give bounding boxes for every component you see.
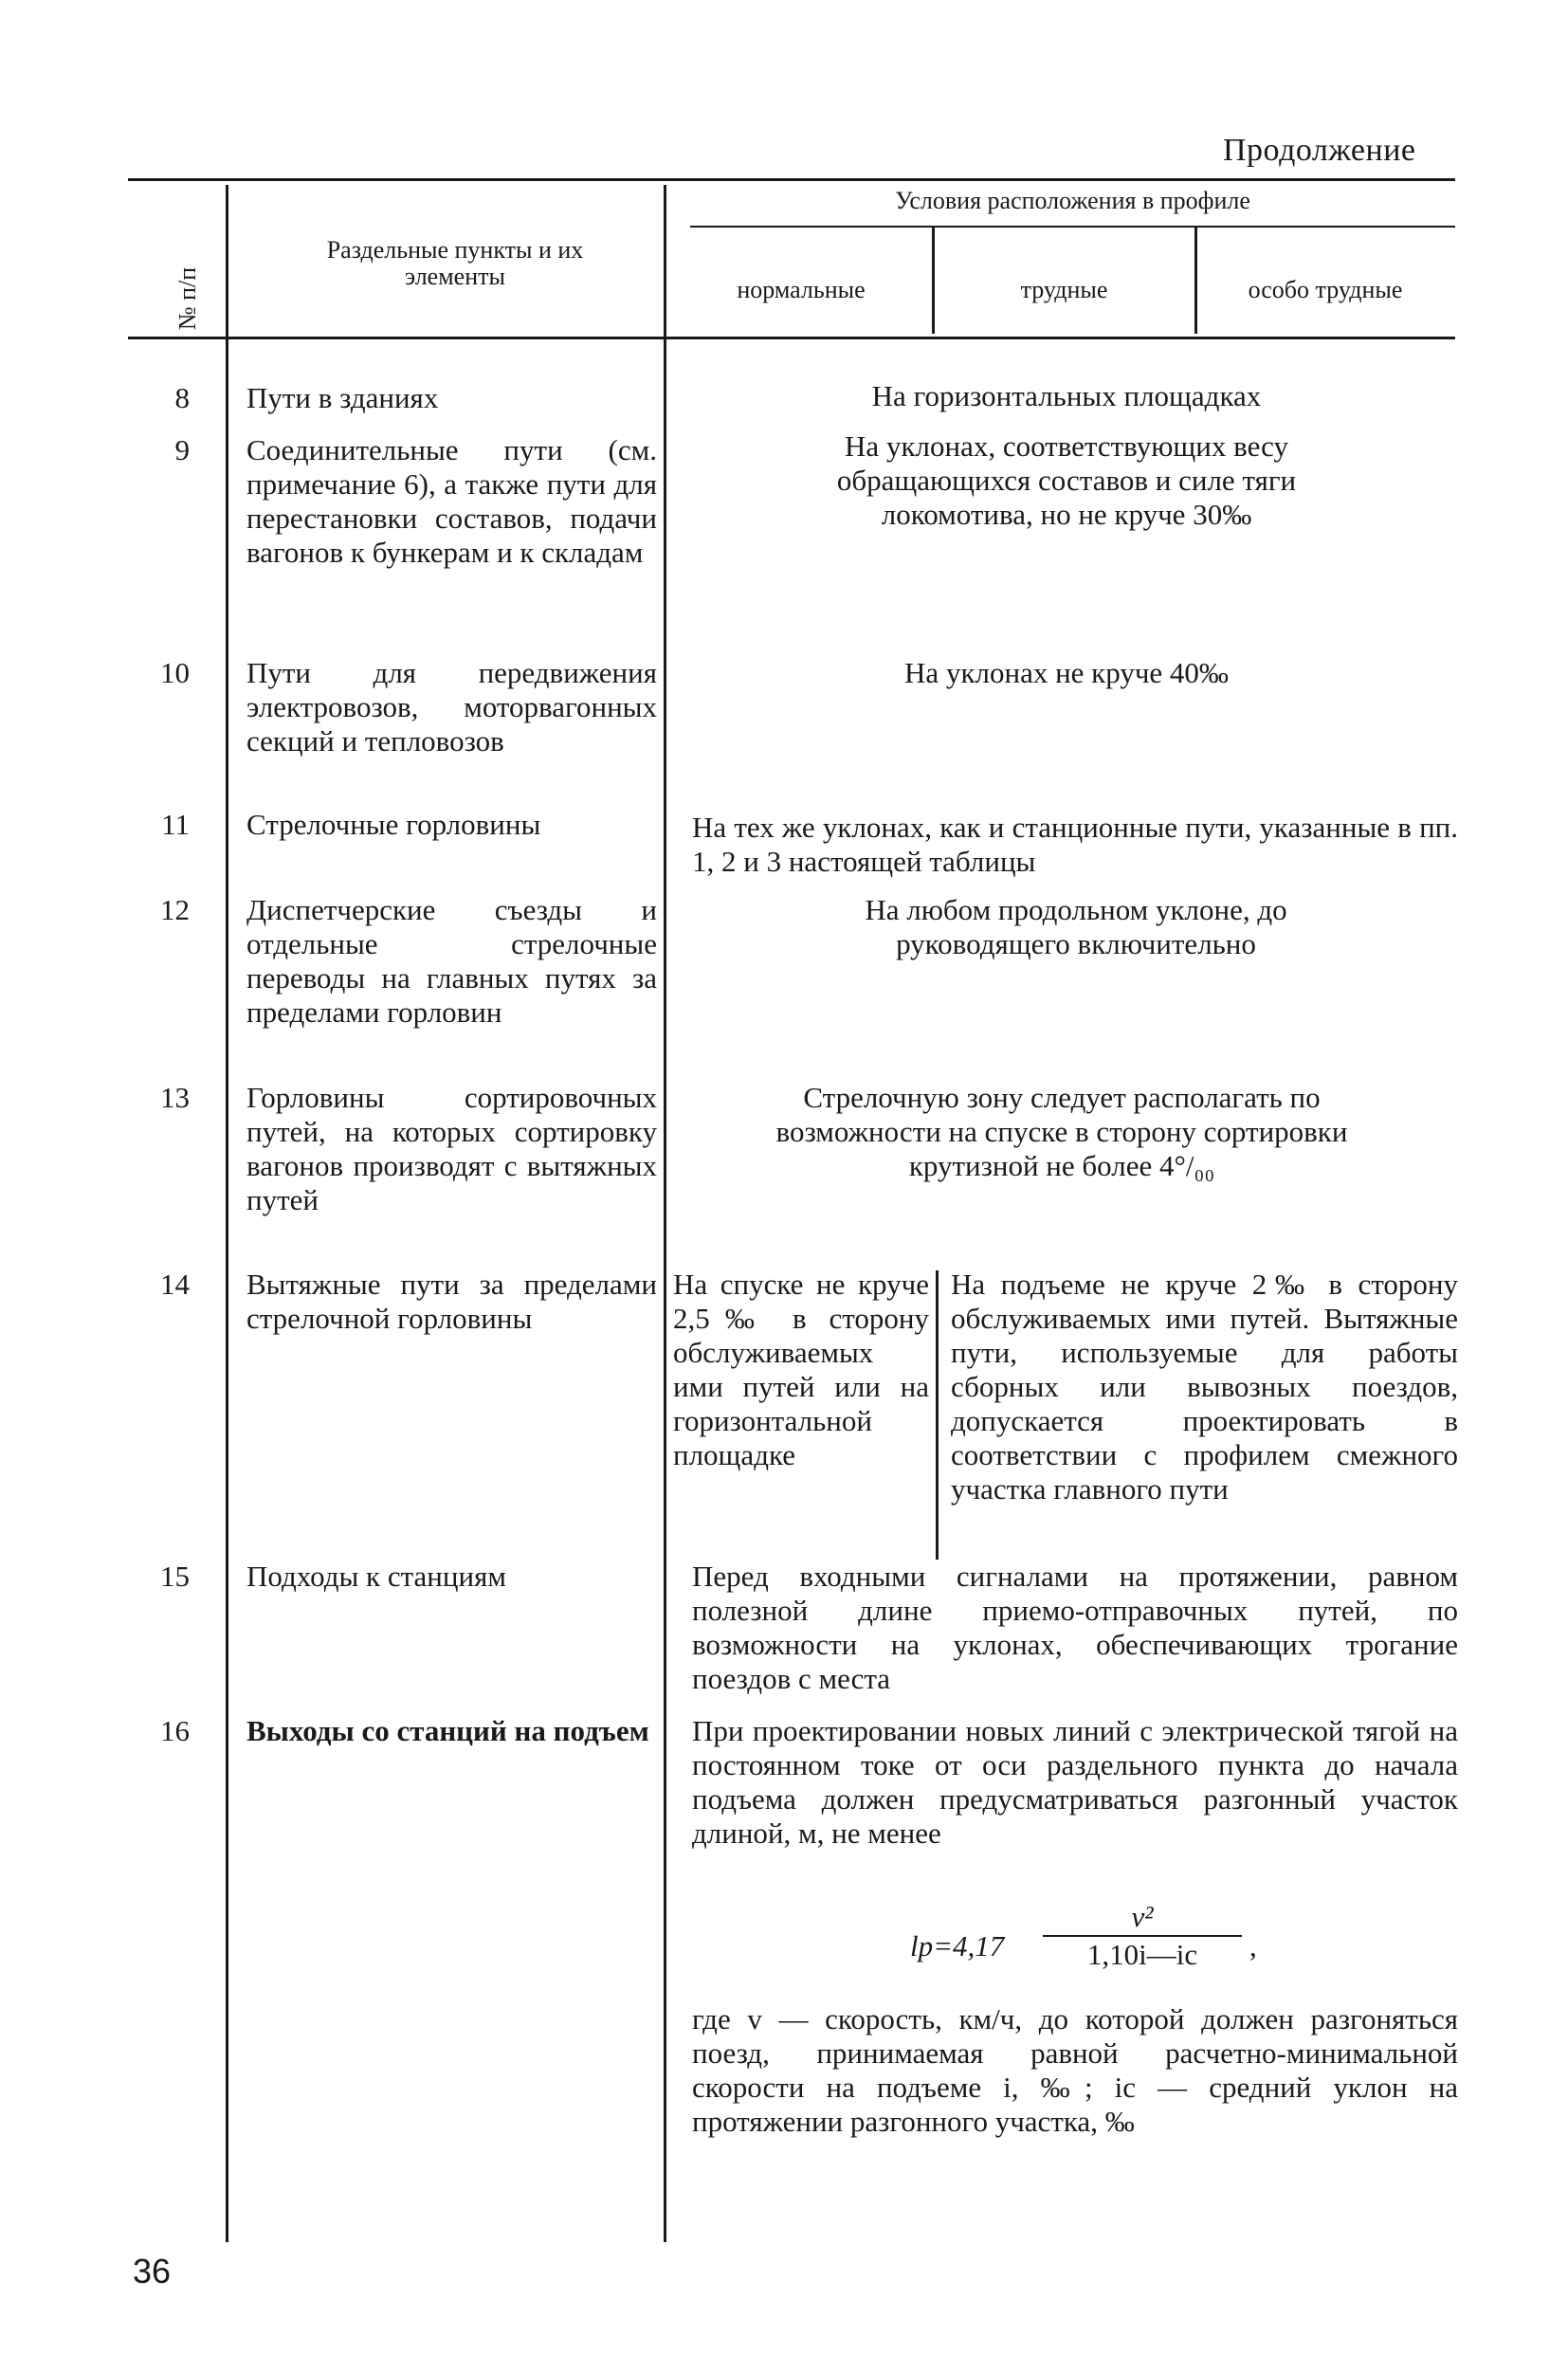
conditions-subheader-rule (690, 226, 1455, 228)
row-12-num: 12 (160, 893, 190, 926)
row-16-num: 16 (160, 1714, 190, 1747)
header-conditions: Условия расположения в профиле (895, 187, 1250, 214)
formula-tail: , (1249, 1929, 1257, 1962)
row-8-condition: На горизонтальных площадках (871, 379, 1262, 412)
row-16-element: Выходы со станций на подъем (246, 1714, 649, 1747)
header-num: № п/п (173, 266, 202, 331)
row-8-element: Пути в зданиях (246, 381, 439, 414)
row-13-condition: Стрелочную зону следует располагать по возможности на спуске в сторону сортировки крутизной не более 4°/₀₀ (775, 1081, 1348, 1182)
row-12-condition: На любом продольном уклоне, до руководящего включительно (865, 893, 1287, 960)
row-14-condition-hard: На подъеме не круче 2‰ в сторону обслуживаемых ими путей. Вытяжные пути, используемые для работы сборных или вывозных поездов, допускается проектировать в соответствии с профилем смежного участка главного пути (951, 1268, 1458, 1506)
formula-lhs: lр=4,17 (910, 1929, 1005, 1962)
row-10-condition: На уклонах не круче 40‰ (904, 656, 1229, 689)
formula-numerator: v² (1131, 1900, 1154, 1933)
formula-denominator: 1,10i—iс (1086, 1938, 1198, 1971)
row-13-num: 13 (160, 1081, 190, 1114)
col-divider-normal-hard-header (932, 228, 935, 334)
row-11-num: 11 (161, 808, 190, 841)
row14-inner-divider (936, 1270, 939, 1560)
row-11-element: Стрелочные горловины (246, 808, 541, 841)
formula-bar (1043, 1935, 1242, 1937)
row-10-num: 10 (160, 656, 190, 689)
header-bottom-rule (128, 337, 1455, 339)
row-16-condition: При проектировании новых линий с электрической тягой на постоянном токе от оси раздельного пункта до начала подъема должен предусматриваться разгонный участок длиной, м, не менее (692, 1714, 1458, 1850)
row-14-element: Вытяжные пути за пределами стрелочной горловины (246, 1268, 657, 1335)
row-14-condition-normal: На спуске не круче 2,5‰ в сторону обслуживаемых ими путей или на горизонтальной площадке (673, 1268, 929, 1471)
header-points: Раздельные пункты и их элементы (326, 236, 584, 290)
row-9-condition: На уклонах, соответствующих весу обращающихся составов и силе тяги локомотива, но не круче 30‰ (836, 429, 1297, 531)
header-hard: трудные (1020, 276, 1108, 303)
header-normal: нормальные (737, 276, 866, 303)
row-16-where: где v — скорость, км/ч, до которой должен разгоняться поезд, принимаемая равной расчетно-минимальной скорости на подъеме i, ‰; iс — средний уклон на протяжении разгонного участка, ‰ (692, 2002, 1458, 2138)
row-15-element: Подходы к станциям (246, 1560, 506, 1593)
col-divider-hard-veryhard-header (1194, 228, 1197, 334)
row-9-num: 9 (174, 433, 190, 466)
row-13-element: Горловины сортировочных путей, на которых сортировку вагонов производят с вытяжных путей (246, 1081, 657, 1216)
row-9-element: Соединительные пути (см. примечание 6), а также пути для перестановки составов, подачи вагонов к бункерам и к складам (246, 433, 657, 569)
page-number: 36 (133, 2252, 172, 2291)
table-top-rule (128, 178, 1455, 181)
row-15-num: 15 (160, 1560, 190, 1593)
col-divider-num (226, 185, 228, 2242)
col-divider-points (664, 185, 666, 2242)
formula-fraction (1043, 1901, 1242, 1971)
row-8-num: 8 (174, 381, 190, 414)
header-very-hard: особо трудные (1248, 276, 1403, 303)
row-15-condition: Перед входными сигналами на протяжении, равном полезной длине приемо-отправочных путей, по возможности на уклонах, обеспечивающих трогание поездов с места (692, 1560, 1458, 1695)
acceleration-length-formula (910, 1901, 1289, 1986)
row-11-condition: На тех же уклонах, как и станционные пути, указанные в пп. 1, 2 и 3 настоящей таблицы (692, 811, 1458, 878)
row-10-element: Пути для передвижения электровозов, моторвагонных секций и тепловозов (246, 656, 657, 758)
row-12-element: Диспетчерские съезды и отдельные стрелочные переводы на главных путях за пределами горловин (246, 893, 657, 1029)
row-14-num: 14 (160, 1268, 190, 1301)
continuation-label: Продолжение (1223, 133, 1416, 168)
